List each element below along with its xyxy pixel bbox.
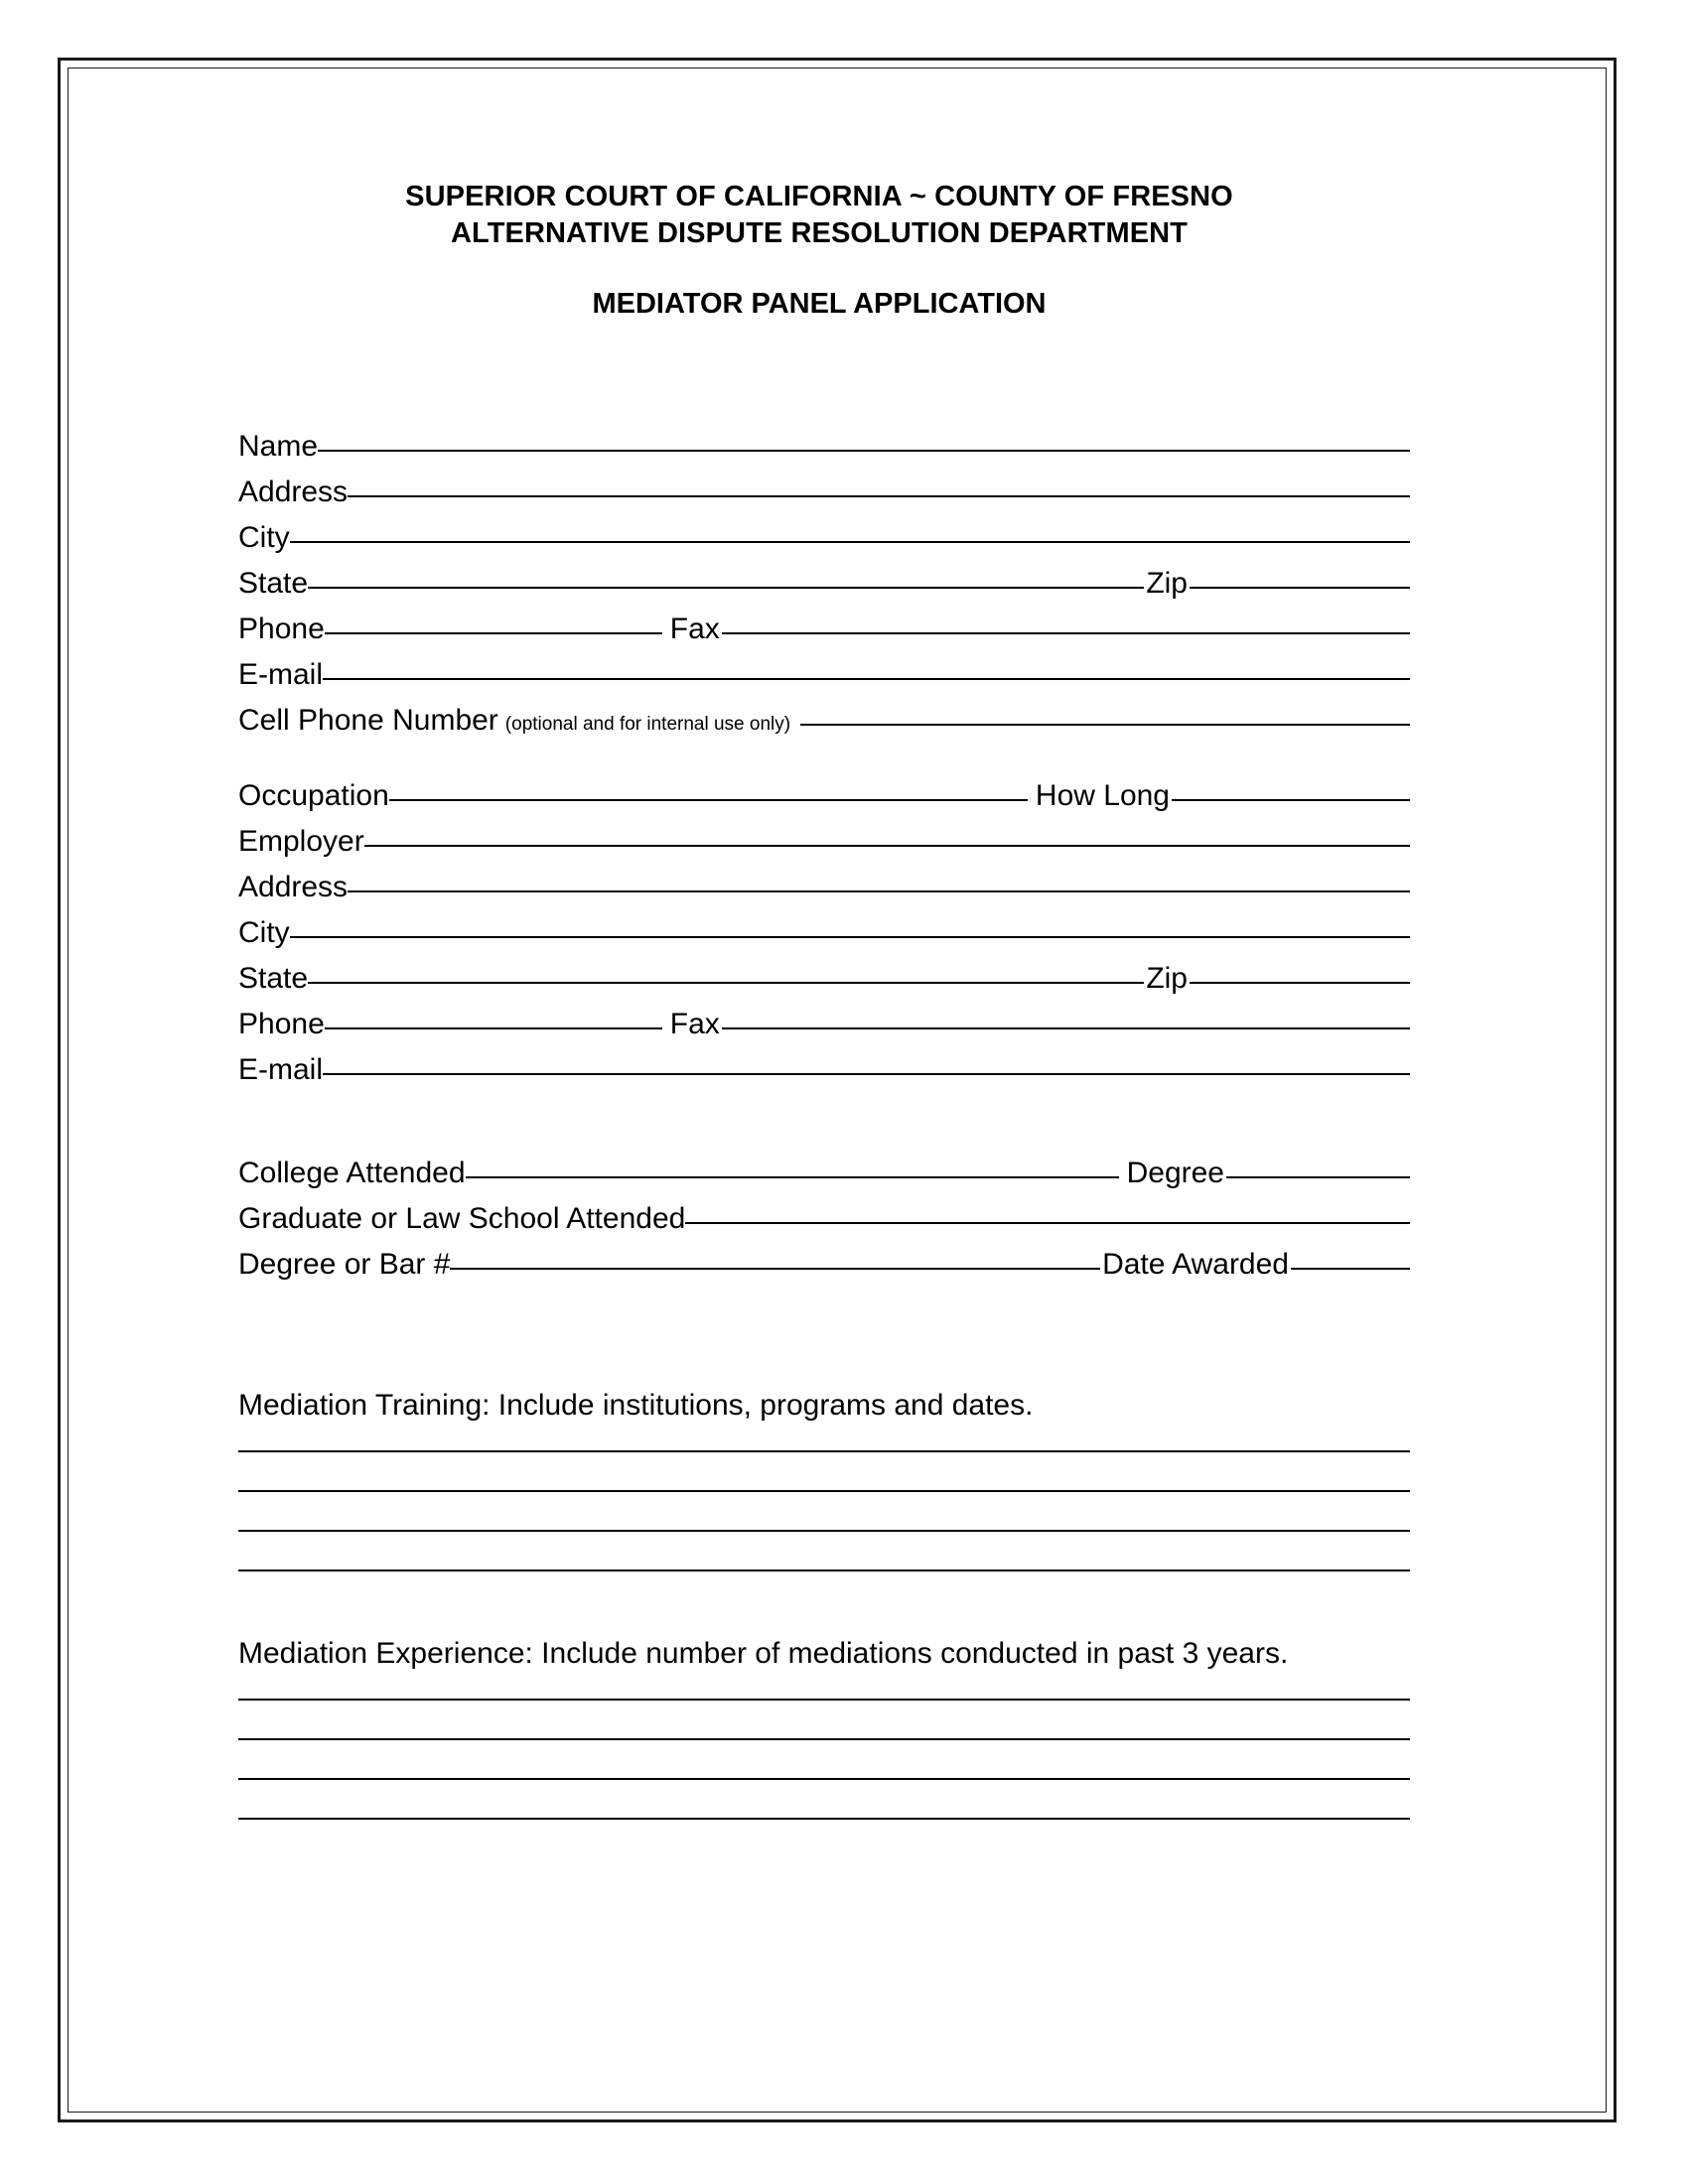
employer-state-label: State: [238, 962, 309, 996]
mediation-experience-heading: Mediation Experience: Include number of mediations conducted in past 3 years.: [238, 1637, 1289, 1671]
zip-input-line[interactable]: [1190, 587, 1410, 589]
cell-phone-input-line[interactable]: [800, 724, 1410, 726]
employer-fax-input-line[interactable]: [722, 1027, 1410, 1029]
field-row-employer-state-zip: [238, 964, 1410, 1002]
degree-input-line[interactable]: [1226, 1176, 1410, 1178]
section-spacer-3: [238, 1296, 1410, 1391]
field-row-college-degree: [238, 1159, 1410, 1196]
name-input-line[interactable]: [318, 450, 1410, 452]
mediation-experience-line-4[interactable]: [238, 1818, 1410, 1820]
field-row-employer-city: [238, 918, 1410, 956]
employer-zip-input-line[interactable]: [1190, 982, 1410, 984]
address-input-line[interactable]: [348, 495, 1410, 497]
mediation-training-line-4[interactable]: [238, 1570, 1410, 1571]
employer-input-line[interactable]: [364, 845, 1410, 847]
employer-email-input-line[interactable]: [323, 1073, 1410, 1075]
field-row-graduate-school: [238, 1204, 1410, 1242]
how-long-input-line[interactable]: [1172, 799, 1410, 801]
employer-phone-label: Phone: [238, 1008, 325, 1041]
mediation-training-lines: [238, 1450, 1410, 1571]
cell-phone-note: (optional and for internal use only): [504, 714, 791, 736]
employer-fax-label: Fax: [669, 1008, 720, 1041]
employer-label: Employer: [238, 825, 364, 859]
phone-input-line[interactable]: [325, 632, 662, 634]
occupation-label: Occupation: [238, 779, 389, 813]
field-row-name: [238, 432, 1410, 470]
employer-state-input-line[interactable]: [308, 982, 1144, 984]
field-row-employer-phone-fax: [238, 1010, 1410, 1047]
mediation-training-line-2[interactable]: [238, 1490, 1410, 1492]
mediation-training-heading: Mediation Training: Include institutions, programs and dates.: [238, 1389, 1034, 1423]
form-fields: [238, 432, 1410, 1820]
state-input-line[interactable]: [308, 587, 1144, 589]
state-label: State: [238, 567, 309, 601]
degree-or-bar-input-line[interactable]: [450, 1268, 1100, 1270]
mediation-experience-lines: [238, 1699, 1410, 1820]
field-row-email: [238, 660, 1410, 698]
section-spacer-2: [238, 1101, 1410, 1159]
phone-label: Phone: [238, 613, 325, 646]
date-awarded-input-line[interactable]: [1291, 1268, 1410, 1270]
employer-city-input-line[interactable]: [290, 936, 1410, 938]
degree-or-bar-label: Degree or Bar #: [238, 1248, 451, 1282]
email-input-line[interactable]: [323, 678, 1410, 680]
header-line-1: SUPERIOR COURT OF CALIFORNIA ~ COUNTY OF FRESNO: [405, 181, 1233, 212]
section-spacer-4: [238, 1609, 1410, 1639]
name-label: Name: [238, 430, 319, 464]
zip-label: Zip: [1146, 567, 1188, 601]
mediation-experience-line-3[interactable]: [238, 1778, 1410, 1780]
graduate-school-label: Graduate or Law School Attended: [238, 1202, 686, 1236]
city-input-line[interactable]: [290, 541, 1410, 543]
mediation-training-line-1[interactable]: [238, 1450, 1410, 1452]
mediation-training-line-3[interactable]: [238, 1530, 1410, 1532]
field-row-cell-phone: [238, 706, 1410, 744]
employer-email-label: E-mail: [238, 1053, 324, 1087]
employer-city-label: City: [238, 916, 290, 950]
fax-input-line[interactable]: [722, 632, 1410, 634]
mediation-experience-line-2[interactable]: [238, 1738, 1410, 1740]
field-row-employer: [238, 827, 1410, 865]
college-attended-label: College Attended: [238, 1157, 466, 1190]
how-long-label: How Long: [1035, 779, 1170, 813]
occupation-input-line[interactable]: [389, 799, 1028, 801]
cell-phone-label: Cell Phone Number: [238, 704, 498, 738]
date-awarded-label: Date Awarded: [1102, 1248, 1289, 1282]
employer-zip-label: Zip: [1146, 962, 1188, 996]
graduate-school-input-line[interactable]: [685, 1222, 1410, 1224]
form-content: [238, 179, 1410, 1857]
mediation-experience-line-1[interactable]: [238, 1699, 1410, 1701]
employer-address-label: Address: [238, 871, 349, 904]
section-spacer-1: [238, 751, 1410, 781]
city-label: City: [238, 521, 290, 555]
field-row-city: [238, 523, 1410, 561]
field-row-occupation: [238, 781, 1410, 819]
degree-label: Degree: [1126, 1157, 1224, 1190]
employer-phone-input-line[interactable]: [325, 1027, 662, 1029]
field-row-state-zip: [238, 569, 1410, 607]
college-attended-input-line[interactable]: [466, 1176, 1119, 1178]
field-row-bar-date: [238, 1250, 1410, 1288]
document-title: MEDIATOR PANEL APPLICATION: [592, 288, 1047, 321]
header-line-2: ALTERNATIVE DISPUTE RESOLUTION DEPARTMENT: [451, 217, 1188, 250]
email-label: E-mail: [238, 658, 324, 692]
fax-label: Fax: [669, 613, 720, 646]
field-row-employer-email: [238, 1055, 1410, 1093]
address-label: Address: [238, 476, 349, 509]
field-row-employer-address: [238, 873, 1410, 910]
field-row-address: [238, 478, 1410, 515]
document-header: [228, 179, 1410, 252]
employer-address-input-line[interactable]: [348, 890, 1410, 892]
field-row-phone-fax: [238, 614, 1410, 652]
